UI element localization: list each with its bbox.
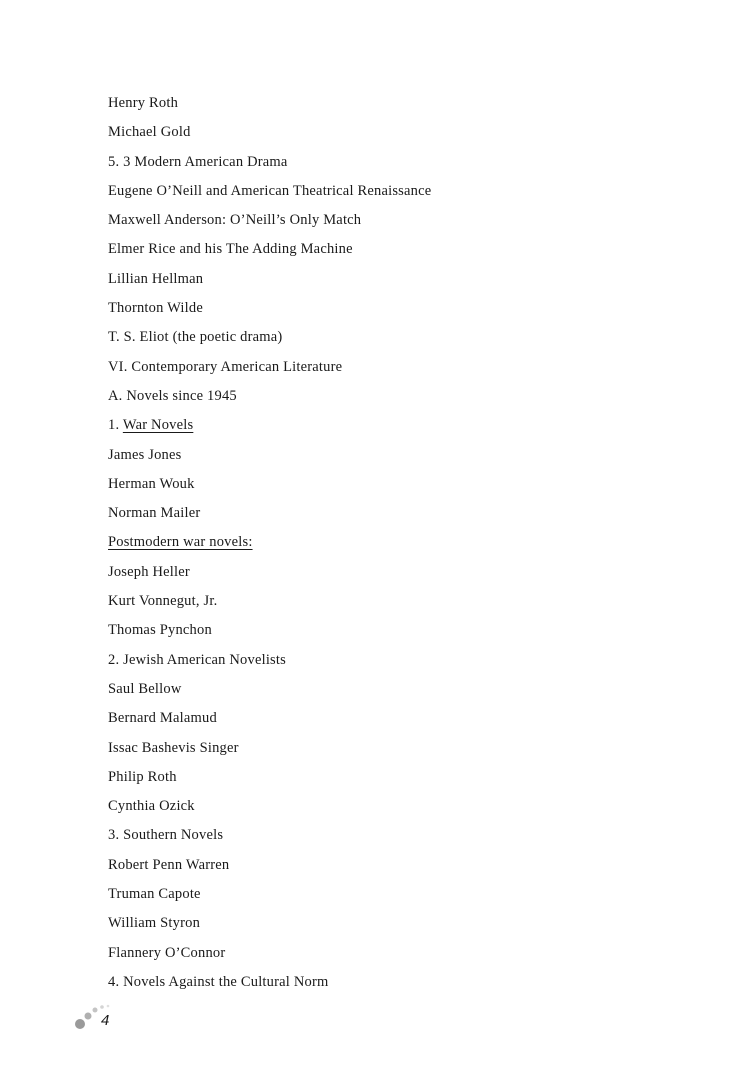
line-text: 5. 3 Modern American Drama bbox=[108, 153, 288, 170]
line-text: Bernard Malamud bbox=[108, 710, 217, 727]
outline-line bbox=[108, 267, 708, 296]
page-footer bbox=[74, 1000, 134, 1034]
line-text: James Jones bbox=[108, 446, 182, 463]
outline-line bbox=[108, 589, 708, 618]
subsection-heading bbox=[108, 413, 708, 442]
line-text: Flannery O’Connor bbox=[108, 944, 226, 961]
outline-line bbox=[108, 296, 708, 325]
underlined-text: Postmodern war novels: bbox=[108, 534, 253, 551]
line-text: Truman Capote bbox=[108, 886, 201, 903]
section-heading bbox=[108, 384, 708, 413]
line-prefix: 1. bbox=[108, 417, 123, 434]
line-text: Henry Roth bbox=[108, 95, 179, 111]
line-text: Herman Wouk bbox=[108, 475, 195, 492]
outline-line bbox=[108, 618, 708, 647]
line-text: Robert Penn Warren bbox=[108, 856, 230, 873]
line-text: Philip Roth bbox=[108, 768, 177, 785]
line-text: Joseph Heller bbox=[108, 563, 190, 580]
outline-line bbox=[108, 736, 708, 765]
outline-line bbox=[108, 765, 708, 794]
outline-list bbox=[108, 91, 708, 999]
section-heading bbox=[108, 150, 708, 179]
line-text: VI. Contemporary American Literature bbox=[108, 358, 343, 375]
line-text: Lillian Hellman bbox=[108, 270, 204, 287]
line-text: Elmer Rice and his The Adding Machine bbox=[108, 241, 353, 258]
underlined-text: War Novels bbox=[122, 417, 194, 434]
outline-line bbox=[108, 208, 708, 237]
outline-line bbox=[108, 325, 708, 354]
line-text: Saul Bellow bbox=[108, 680, 182, 697]
outline-line bbox=[108, 91, 708, 120]
outline-line bbox=[108, 501, 708, 530]
line-text: 4. Novels Against the Cultural Norm bbox=[108, 973, 329, 990]
outline-line bbox=[108, 560, 708, 589]
outline-line bbox=[108, 911, 708, 940]
page-number: 4 bbox=[101, 1012, 110, 1029]
outline-line bbox=[108, 179, 708, 208]
line-text: Kurt Vonnegut, Jr. bbox=[108, 593, 218, 610]
subsection-heading bbox=[108, 648, 708, 677]
line-text: 3. Southern Novels bbox=[108, 827, 224, 844]
subsection-heading bbox=[108, 970, 708, 999]
outline-line bbox=[108, 472, 708, 501]
outline-line bbox=[108, 706, 708, 735]
subsection-heading bbox=[108, 823, 708, 852]
line-text: William Styron bbox=[108, 915, 201, 932]
outline-line bbox=[108, 882, 708, 911]
line-text: Eugene O’Neill and American Theatrical Renaissance bbox=[108, 182, 432, 199]
outline-line bbox=[108, 120, 708, 149]
outline-line bbox=[108, 853, 708, 882]
line-text: 2. Jewish American Novelists bbox=[108, 651, 286, 668]
line-text: Norman Mailer bbox=[108, 505, 201, 522]
line-text: Issac Bashevis Singer bbox=[108, 739, 239, 756]
outline-line bbox=[108, 443, 708, 472]
line-text: Cynthia Ozick bbox=[108, 798, 195, 815]
line-text: Maxwell Anderson: O’Neill’s Only Match bbox=[108, 212, 362, 229]
outline-line bbox=[108, 941, 708, 970]
chapter-heading bbox=[108, 355, 708, 384]
line-text: T. S. Eliot (the poetic drama) bbox=[108, 329, 283, 346]
line-text: Thomas Pynchon bbox=[108, 622, 212, 639]
outline-line bbox=[108, 677, 708, 706]
line-text: Michael Gold bbox=[108, 124, 191, 141]
outline-line bbox=[108, 237, 708, 266]
subsection-heading bbox=[108, 530, 708, 559]
line-text: Thornton Wilde bbox=[108, 300, 203, 317]
outline-line bbox=[108, 794, 708, 823]
line-text: A. Novels since 1945 bbox=[108, 387, 237, 404]
